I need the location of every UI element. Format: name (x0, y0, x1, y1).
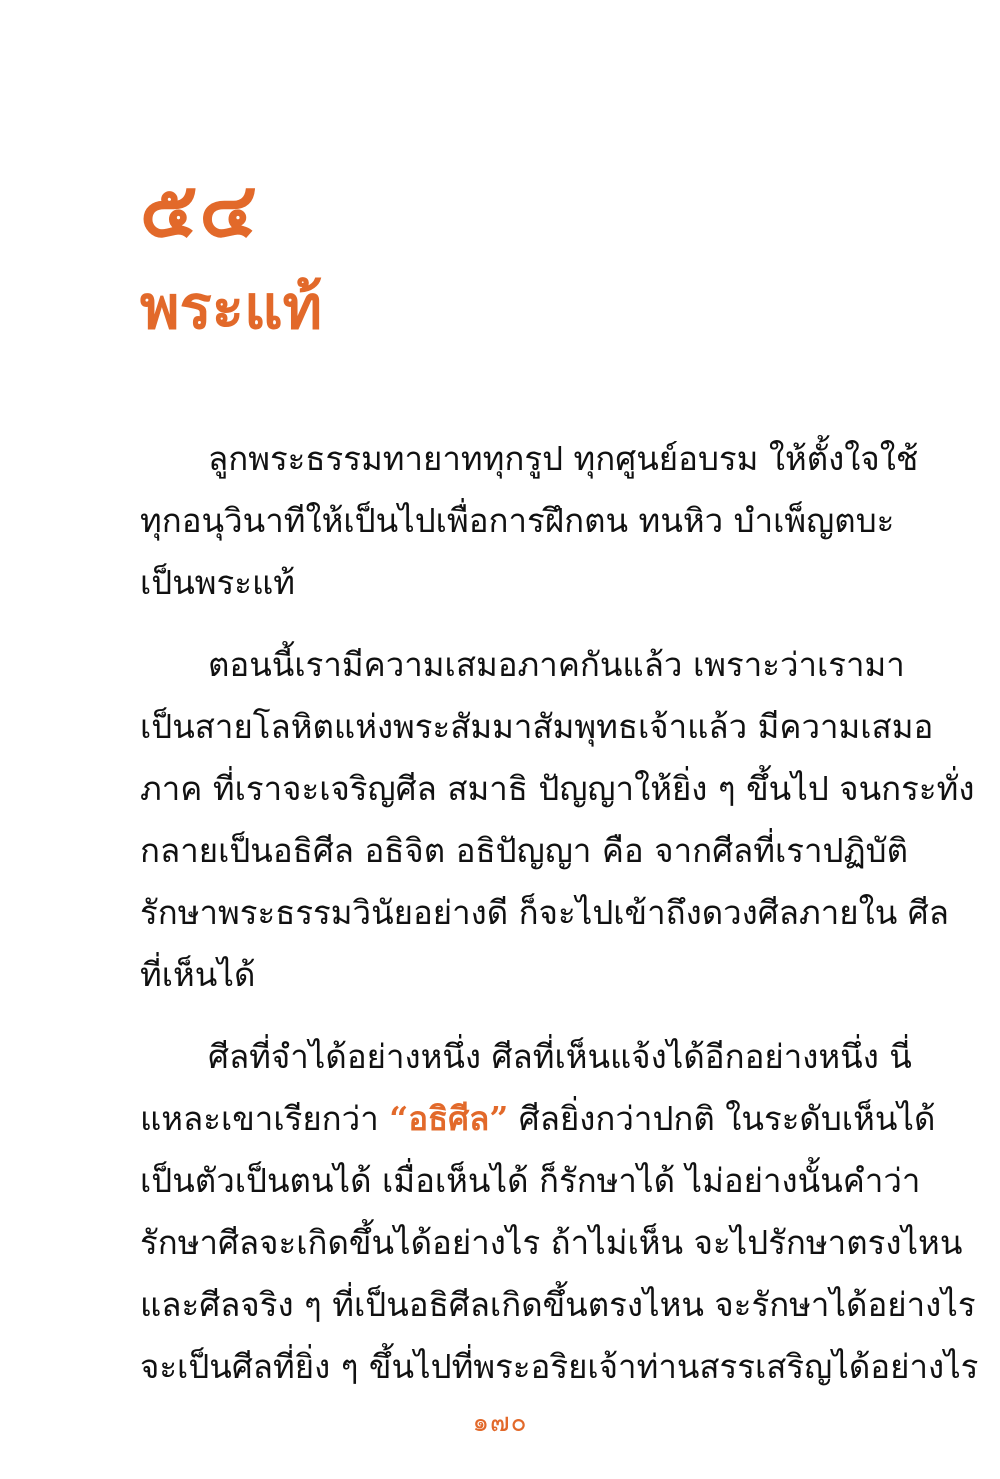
paragraph-line: รักษาศีลจะเกิดขึ้นได้อย่างไร ถ้าไม่เห็น จะไปรักษาตรงไหน (140, 1223, 963, 1262)
paragraph-3 (140, 1026, 979, 1398)
paragraph-line: และศีลจริง ๆ ที่เป็นอธิศีลเกิดขึ้นตรงไหน จะรักษาได้อย่างไร (140, 1285, 976, 1324)
paragraph-line: ภาค ที่เราจะเจริญศีล สมาธิ ปัญญาให้ยิ่ง ๆ ขึ้นไป จนกระทั่ง (140, 769, 975, 808)
chapter-title: พระแท้ (140, 273, 323, 343)
body-text (140, 428, 979, 1418)
paragraph-line: ทุกอนุวินาทีให้เป็นไปเพื่อการฝึกตน ทนหิว บำเพ็ญตบะ (140, 501, 895, 540)
paragraph-line: ที่เห็นได้ (140, 955, 256, 994)
chapter-number: ๕๔ (140, 165, 260, 254)
line-text-after: ศีลยิ่งกว่าปกติ ในระดับเห็นได้ (508, 1099, 936, 1138)
paragraph-line: เป็นสายโลหิตแห่งพระสัมมาสัมพุทธเจ้าแล้ว มีความเสมอ (140, 707, 934, 746)
page-number: ๑๗๐ (472, 1408, 528, 1438)
paragraph-line: เป็นพระแท้ (140, 563, 296, 602)
paragraph-line: เป็นตัวเป็นตนได้ เมื่อเห็นได้ ก็รักษาได้ ไม่อย่างนั้นคำว่า (140, 1161, 921, 1200)
paragraph-line: ตอนนี้เรามีความเสมอภาคกันแล้ว เพราะว่าเรามา (208, 645, 905, 684)
paragraph-line: ศีลที่จำได้อย่างหนึ่ง ศีลที่เห็นแจ้งได้อีกอย่างหนึ่ง นี่ (208, 1037, 912, 1076)
paragraph-line: กลายเป็นอธิศีล อธิจิต อธิปัญญา คือ จากศีลที่เราปฏิบัติ (140, 831, 909, 870)
paragraph-line-with-highlight (140, 1088, 936, 1150)
paragraph-line: ลูกพระธรรมทายาททุกรูป ทุกศูนย์อบรม ให้ตั้งใจใช้ (208, 439, 919, 478)
paragraph-line: จะเป็นศีลที่ยิ่ง ๆ ขึ้นไปที่พระอริยเจ้าท่านสรรเสริญได้อย่างไร (140, 1347, 979, 1386)
highlighted-term: “อธิศีล” (389, 1099, 509, 1138)
paragraph-1 (140, 428, 919, 614)
paragraph-line: รักษาพระธรรมวินัยอย่างดี ก็จะไปเข้าถึงดวงศีลภายใน ศีล (140, 893, 949, 932)
line-text-before: แหละเขาเรียกว่า (140, 1099, 390, 1138)
paragraph-2 (140, 634, 975, 1006)
